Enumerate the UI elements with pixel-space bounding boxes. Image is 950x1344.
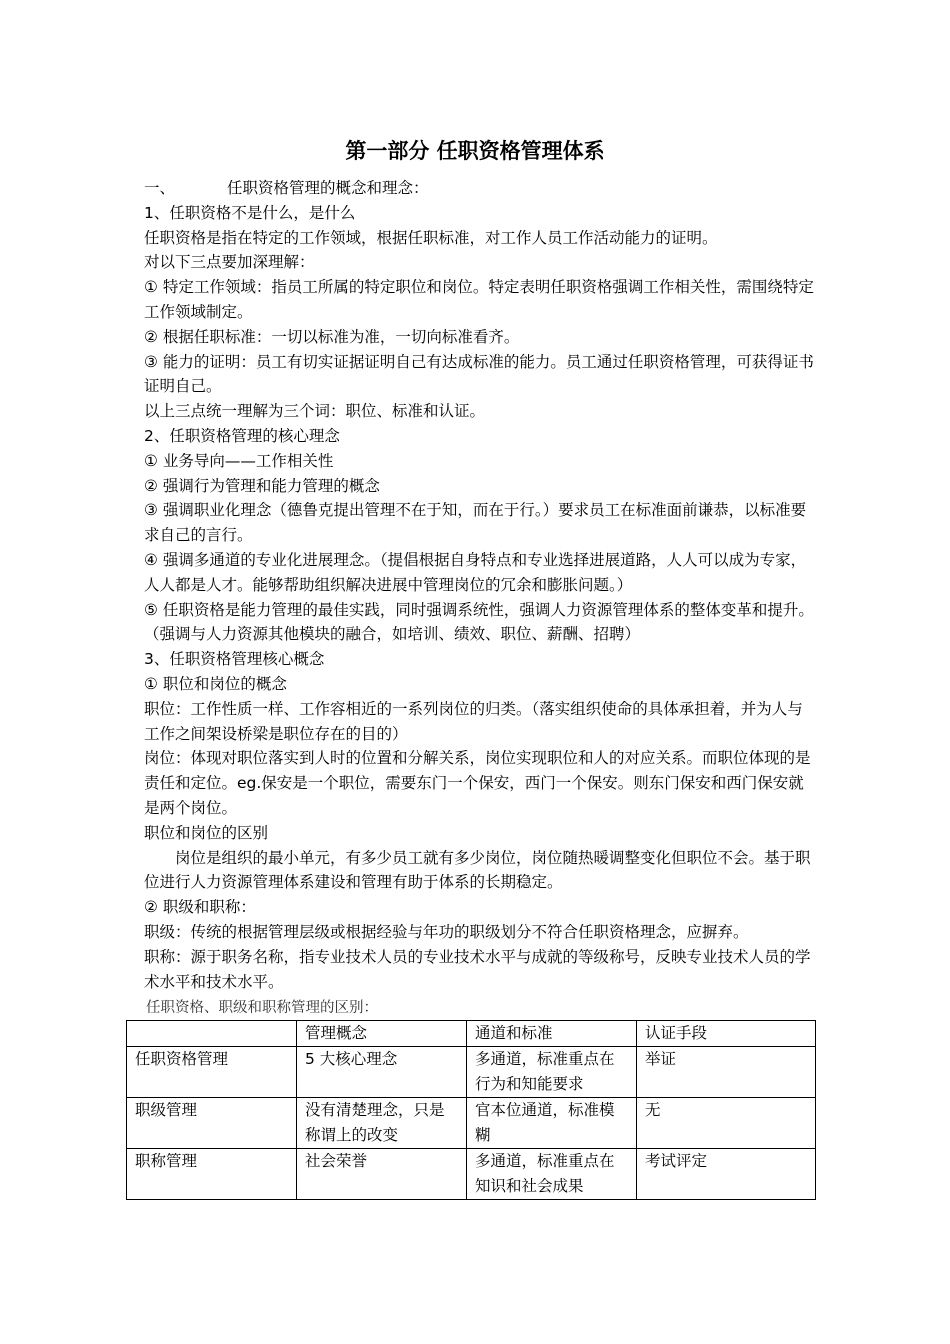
- table-cell: 官本位通道，标准模糊: [467, 1098, 637, 1149]
- table-cell: 5 大核心理念: [297, 1047, 467, 1098]
- paragraph: 1、任职资格不是什么，是什么: [144, 203, 356, 222]
- paragraph: 任职资格是指在特定的工作领域，根据任职标准，对工作人员工作活动能力的证明。: [144, 228, 718, 247]
- table-cell: 多通道，标准重点在行为和知能要求: [467, 1047, 637, 1098]
- paragraph: ① 特定工作领域：指员工所属的特定职位和岗位。特定表明任职资格强调工作相关性，需围绕特定工作领域制定。: [144, 278, 814, 321]
- paragraph: 3、任职资格管理核心概念: [144, 650, 325, 669]
- page-title: 第一部分 任职资格管理体系: [345, 139, 605, 163]
- table-cell: 社会荣誉: [297, 1149, 467, 1200]
- section-number: 一、: [144, 179, 176, 197]
- paragraph: ② 根据任职标准：一切以标准为准，一切向标准看齐。: [144, 327, 520, 346]
- section-heading: [144, 176, 816, 201]
- table-cell: 职称管理: [127, 1149, 297, 1200]
- paragraph: 岗位：体现对职位落实到人时的位置和分解关系，岗位实现职位和人的对应关系。而职位体现的是责任和定位。eg.保安是一个职位，需要东门一个保安，西门一个保安。则东门保安和西门保安就是两个岗位。: [144, 749, 811, 817]
- paragraph: 以上三点统一理解为三个词：职位、标准和认证。: [144, 402, 486, 421]
- table-cell: 没有清楚理念，只是称谓上的改变: [297, 1098, 467, 1149]
- table-row: [127, 1098, 816, 1149]
- indented-paragraph: 岗位是组织的最小单元，有多少员工就有多少岗位，岗位随热暖调整变化但职位不会。基于职位进行人力资源管理体系建设和管理有助于体系的长期稳定。: [144, 848, 811, 892]
- section-heading-text: 任职资格管理的概念和理念：: [227, 179, 429, 197]
- paragraph: ② 强调行为管理和能力管理的概念: [144, 476, 380, 495]
- paragraph: 2、任职资格管理的核心理念: [144, 426, 340, 445]
- paragraph: 职位和岗位的区别: [144, 823, 269, 842]
- table-header-cell: 通道和标准: [467, 1021, 637, 1047]
- paragraph: 对以下三点要加深理解：: [144, 253, 315, 272]
- table-row: [127, 1149, 816, 1200]
- paragraph: 职位：工作性质一样、工作容相近的一系列岗位的归类。（落实组织使命的具体承担着，并为人与工作之间架设桥梁是职位存在的目的）: [144, 699, 803, 743]
- paragraph: ③ 强调职业化理念（德鲁克提出管理不在于知，而在于行。）要求员工在标准面前谦恭，以标准要求自己的言行。: [144, 501, 807, 545]
- table-caption: 任职资格、职级和职称管理的区别：: [146, 1000, 378, 1016]
- table-cell: 举证: [637, 1047, 816, 1098]
- paragraph: ④ 强调多通道的专业化进展理念。（提倡根据自身特点和专业选择进展道路，人人可以成为专家，人人都是人才。能够帮助组织解决进展中管理岗位的冗余和膨胀问题。）: [144, 550, 807, 594]
- table-row: [127, 1047, 816, 1098]
- table-cell: 任职资格管理: [127, 1047, 297, 1098]
- table-cell: 职级管理: [127, 1098, 297, 1149]
- paragraph: ③ 能力的证明：员工有切实证据证明自己有达成标准的能力。员工通过任职资格管理，可获得证书证明自己。: [144, 352, 814, 396]
- table-header-row: [127, 1021, 816, 1047]
- document-body: [144, 176, 816, 994]
- table-header-cell: 认证手段: [637, 1021, 816, 1047]
- comparison-table: [126, 1020, 816, 1200]
- paragraph: ① 业务导向——工作相关性: [144, 451, 334, 470]
- paragraph: 职级：传统的根据管理层级或根据经验与年功的职级划分不符合任职资格理念，应摒弃。: [144, 922, 749, 941]
- paragraph: ⑤ 任职资格是能力管理的最佳实践，同时强调系统性，强调人力资源管理体系的整体变革和提升。（强调与人力资源其他模块的融合，如培训、绩效、职位、薪酬、招聘）: [144, 600, 814, 644]
- table-cell: 无: [637, 1098, 816, 1149]
- table-header-cell: 管理概念: [297, 1021, 467, 1047]
- paragraph: ① 职位和岗位的概念: [144, 674, 287, 693]
- paragraph: ② 职级和职称：: [144, 898, 256, 917]
- table-cell: 考试评定: [637, 1149, 816, 1200]
- paragraph: 职称：源于职务名称，指专业技术人员的专业技术水平与成就的等级称号，反映专业技术人员的学术水平和技术水平。: [144, 947, 811, 991]
- table-header-cell: [127, 1021, 297, 1047]
- table-cell: 多通道，标准重点在知识和社会成果: [467, 1149, 637, 1200]
